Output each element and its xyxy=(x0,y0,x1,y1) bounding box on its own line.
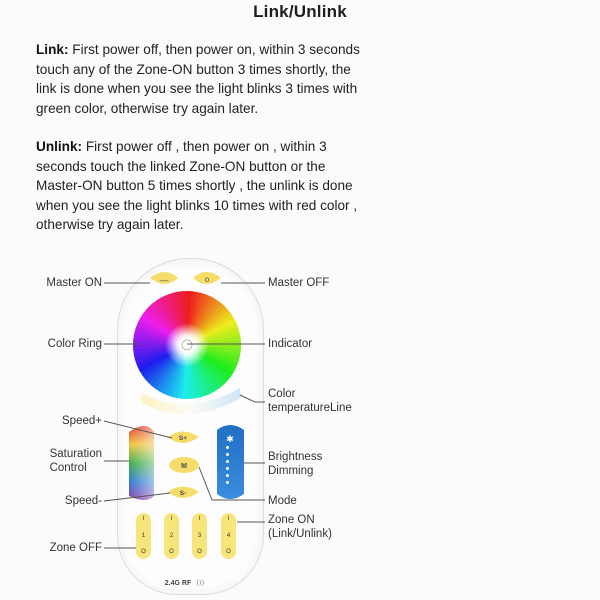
master-on-symbol: — xyxy=(159,275,169,285)
zone-3-button[interactable] xyxy=(192,513,207,559)
unlink-heading: Unlink: xyxy=(36,139,83,154)
brand-text: 2.4G RF xyxy=(164,580,192,587)
zone-4-on-symbol: I xyxy=(227,516,230,522)
zone-2-number: 2 xyxy=(169,532,174,539)
brightness-dot xyxy=(226,467,229,470)
page-title: Link/Unlink xyxy=(253,2,347,21)
label-zone-on-line1: Zone ON xyxy=(268,514,315,526)
speed-plus-label: S+ xyxy=(178,435,188,442)
zone-2-on-symbol: I xyxy=(170,516,173,522)
label-brightness-line1: Brightness xyxy=(268,451,323,463)
zone-1-number: 1 xyxy=(141,532,146,539)
zone-4-off-symbol: O xyxy=(226,549,231,555)
brightness-dot xyxy=(226,453,229,456)
master-on-button[interactable] xyxy=(150,272,178,285)
zone-3-on-symbol: I xyxy=(198,516,201,522)
label-saturation-line1: Saturation xyxy=(49,448,102,460)
label-indicator: Indicator xyxy=(268,338,313,350)
unlink-text: First power off , then power on , within 3 seconds touch the linked Zone-ON button or the Master-ON button 5 times shortly , the unlink is done when you see the light blinks 10 times with red color , otherwise try again later. xyxy=(36,139,358,232)
label-saturation-line2: Control xyxy=(49,462,87,474)
color-ring[interactable] xyxy=(133,291,241,399)
zone-1-button[interactable] xyxy=(136,513,151,559)
wifi-icon: ))) xyxy=(196,579,205,587)
label-zone-on xyxy=(268,513,332,541)
zone-1-off-symbol: O xyxy=(141,549,146,555)
brightness-dot xyxy=(226,481,229,484)
zone-1-on-symbol: I xyxy=(142,516,145,522)
label-saturation xyxy=(50,447,102,475)
zone-3-off-symbol: O xyxy=(197,549,202,555)
label-master-off: Master OFF xyxy=(268,277,330,289)
master-off-symbol: o xyxy=(204,275,210,284)
brightness-strip[interactable] xyxy=(217,425,244,499)
link-heading: Link: xyxy=(36,42,69,57)
zone-2-button[interactable] xyxy=(164,513,179,559)
label-color-ring: Color Ring xyxy=(47,338,102,350)
label-color-temperature-line1: Color xyxy=(268,388,296,400)
label-speed-plus: Speed+ xyxy=(62,415,102,427)
link-text: First power off, then power on, within 3 seconds touch any of the Zone-ON button 3 times shortly, the link is done when you see the light blinks 3 times with green color, otherwise try again later. xyxy=(36,42,360,116)
speed-minus-button[interactable] xyxy=(168,487,199,499)
mode-button[interactable] xyxy=(169,457,199,473)
zone-3-number: 3 xyxy=(197,532,202,539)
saturation-strip[interactable] xyxy=(129,426,154,500)
brightness-dots xyxy=(226,446,230,488)
brightness-dot xyxy=(226,460,229,463)
label-brightness xyxy=(268,450,322,478)
zone-4-button[interactable] xyxy=(221,513,236,559)
speed-plus-button[interactable] xyxy=(168,432,199,444)
brightness-dot xyxy=(226,446,229,449)
label-color-temperature xyxy=(268,387,352,415)
sun-icon: ✱ xyxy=(226,435,234,445)
label-brightness-line2: Dimming xyxy=(268,465,314,477)
brightness-dot xyxy=(226,474,229,477)
master-off-button[interactable] xyxy=(193,272,221,284)
label-color-temperature-line2: temperatureLine xyxy=(268,402,352,414)
zone-4-number: 4 xyxy=(226,532,231,539)
zone-2-off-symbol: O xyxy=(169,549,174,555)
label-zone-off: Zone OFF xyxy=(49,542,102,554)
speed-minus-label: S- xyxy=(179,490,187,497)
label-mode: Mode xyxy=(268,495,297,507)
label-speed-minus: Speed- xyxy=(64,495,102,507)
mode-label: M xyxy=(181,463,187,470)
label-master-on: Master ON xyxy=(46,277,102,289)
label-zone-on-line2: (Link/Unlink) xyxy=(268,528,332,540)
